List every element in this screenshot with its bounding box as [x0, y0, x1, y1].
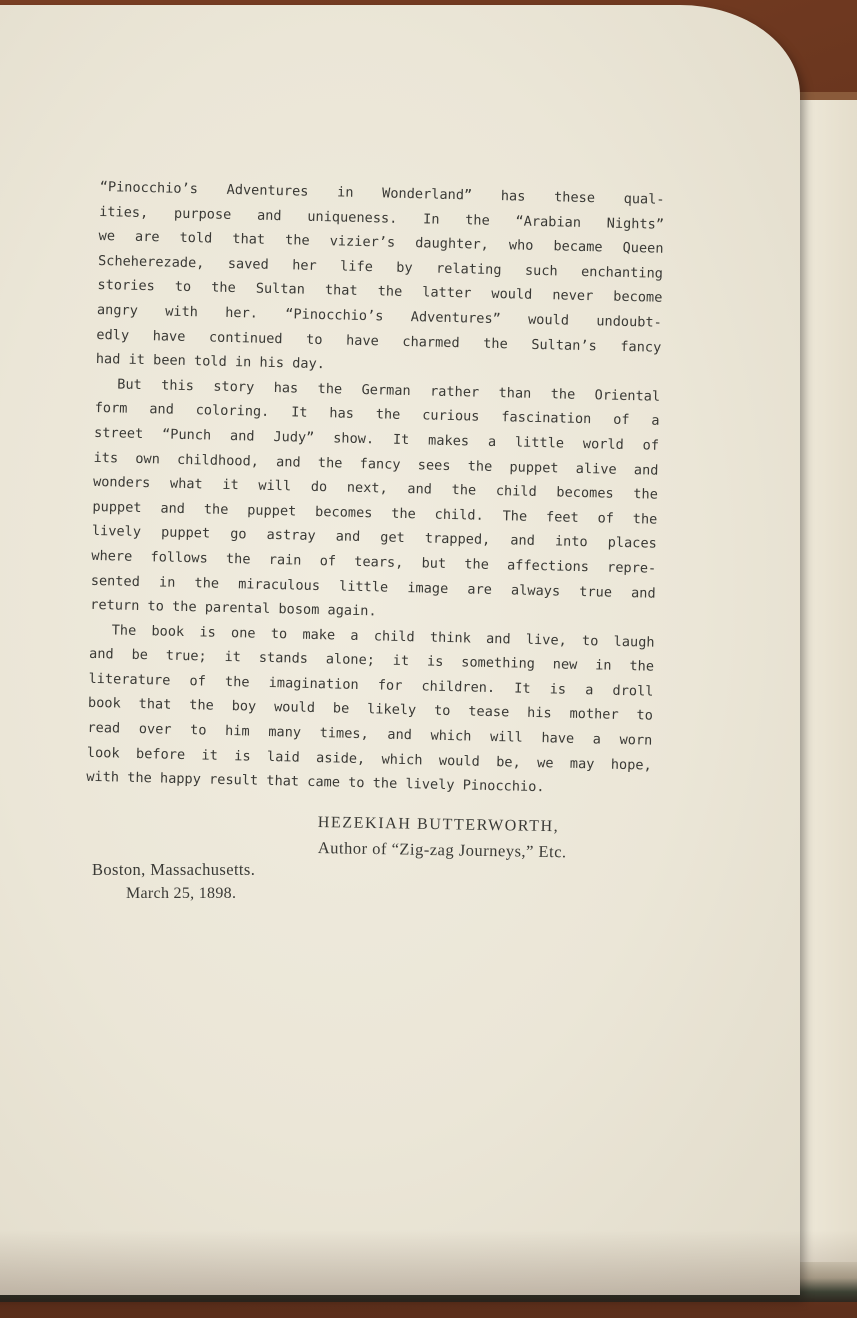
text-line: had it been told in his day.: [95, 351, 326, 373]
text-line: look before it is laid aside, which would be, we may hope,: [86, 744, 652, 774]
text-line: The book is one to make a child think and live, to laugh: [111, 622, 655, 651]
text-line: edly have continued to have charmed the Sultan’s fancy: [96, 326, 662, 356]
text-line: angry with her. “Pinocchio’s Adventures” would undoubt-: [96, 301, 662, 331]
text-line: book that the boy would be likely to tease his mother to: [87, 695, 654, 725]
text-line: sented in the miraculous little image are always true and: [90, 572, 656, 602]
text-line: where follows the rain of tears, but the affections repre-: [91, 547, 657, 577]
text-line: street “Punch and Judy” show. It makes a little world of: [93, 424, 660, 454]
text-line: lively puppet go astray and get trapped, and into places: [91, 523, 657, 553]
paragraph-2: [90, 372, 660, 631]
text-line: return to the parental bosom again.: [90, 596, 377, 620]
text-line: and be true; it stands alone; it is something new in the: [88, 646, 655, 675]
text-line: ities, purpose and uniqueness. In the “Arabian Nights”: [98, 203, 665, 233]
text-line: literature of the imagination for children. It is a droll: [88, 670, 654, 700]
text-line: stories to the Sultan that the latter would never become: [97, 277, 663, 307]
preface-text: [86, 175, 665, 803]
text-line: read over to him many times, and which will have a worn: [87, 719, 653, 749]
text-line: wonders what it will do next, and the child becomes the: [92, 474, 659, 503]
text-line: with the happy result that came to the lively Pinocchio.: [86, 769, 545, 796]
text-line: But this story has the German rather than the Oriental: [117, 376, 661, 405]
text-line: Scheherezade, saved her life by relating such enchanting: [97, 252, 664, 282]
date-line: March 25, 1898.: [126, 885, 237, 902]
place-line: Boston, Massachusetts.: [92, 860, 256, 879]
paragraph-3: [86, 618, 655, 803]
author-role: Author of “Zig-zag Journeys,” Etc.: [317, 838, 567, 862]
text-line: we are told that the vizier’s daughter, who became Queen: [98, 228, 664, 257]
paragraph-1: [96, 175, 665, 385]
text-line: form and coloring. It has the curious fascination of a: [94, 400, 660, 430]
text-line: its own childhood, and the fancy sees the puppet alive and: [93, 449, 659, 479]
text-line: “Pinocchio’s Adventures in Wonderland” has these qual-: [99, 178, 665, 208]
text-line: puppet and the puppet becomes the child. The feet of the: [92, 498, 658, 528]
author-name: HEZEKIAH BUTTERWORTH,: [317, 814, 560, 836]
